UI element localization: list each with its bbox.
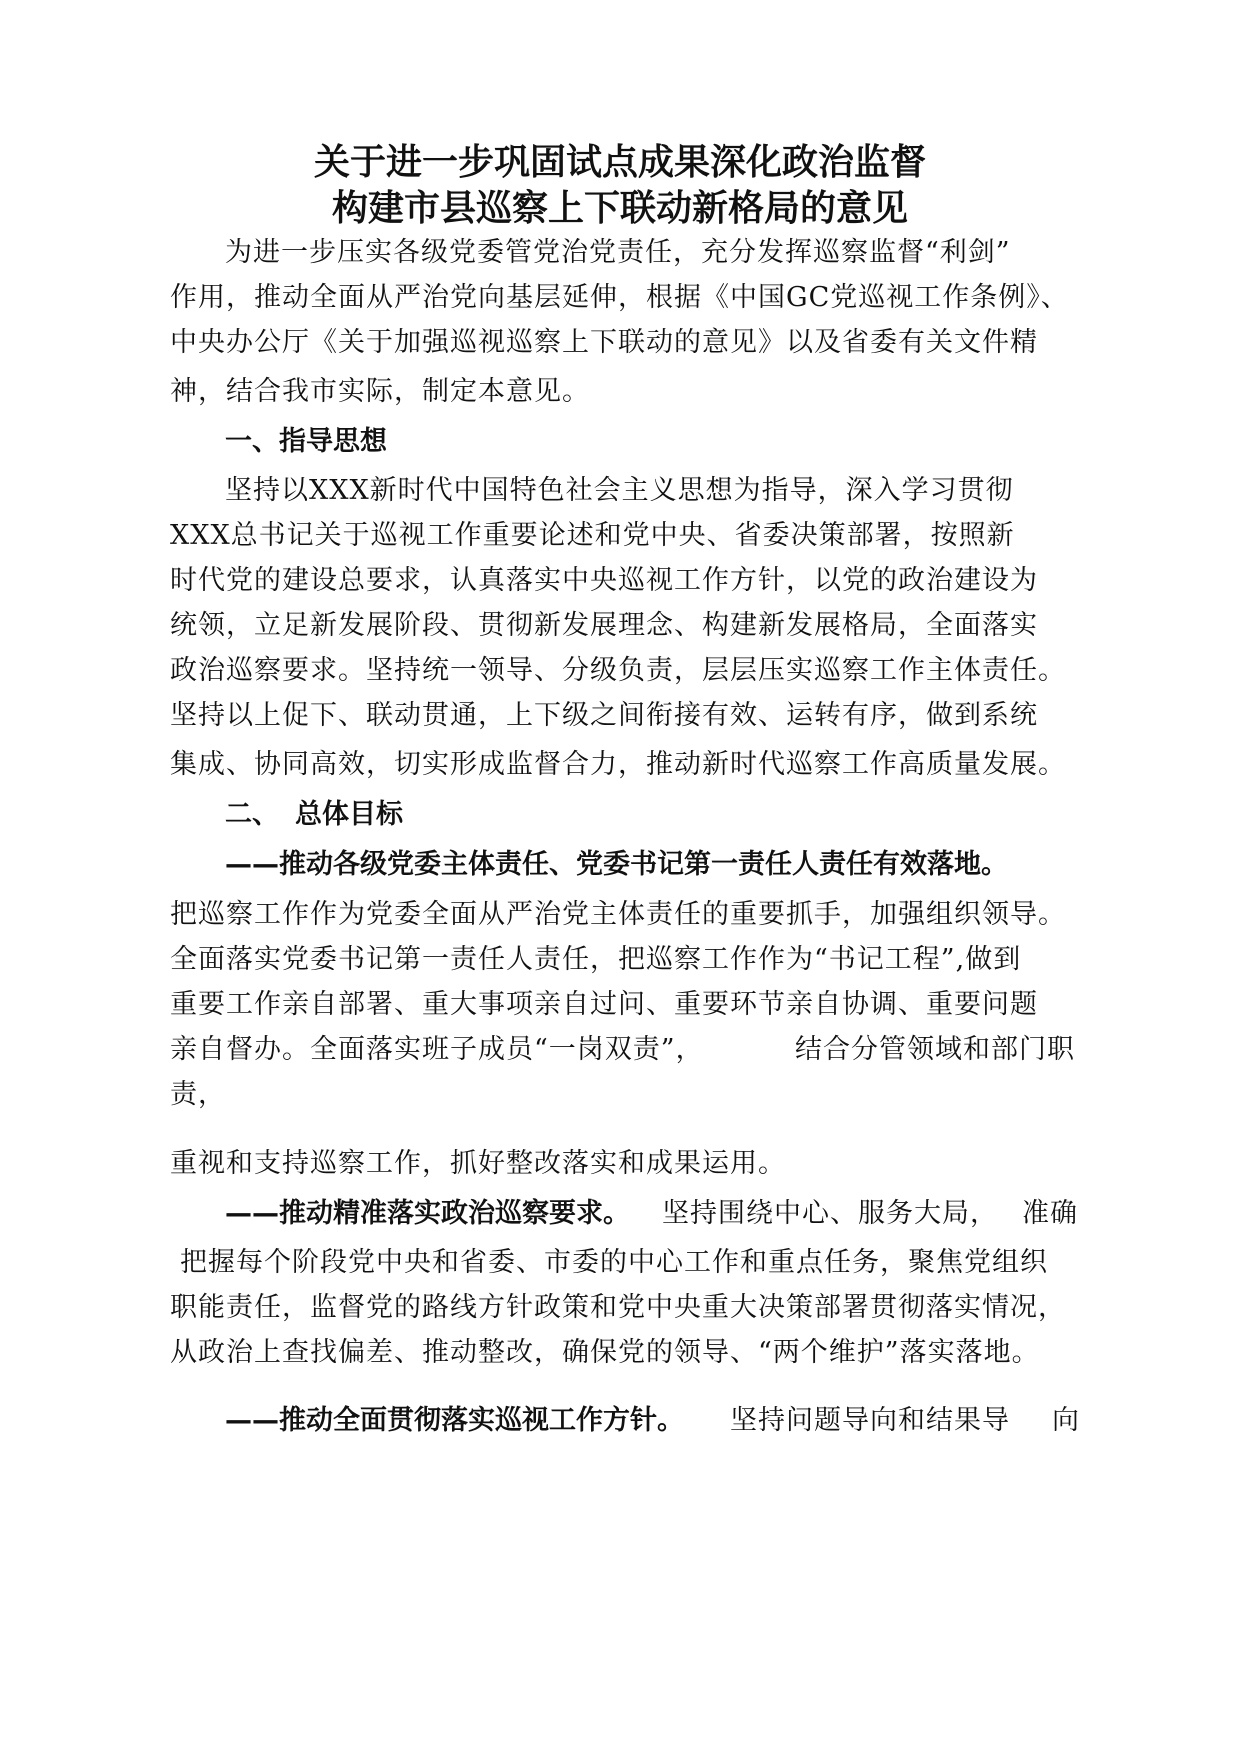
intro-line-3: 中央办公厅《关于加强巡视巡察上下联动的意见》以及省委有关文件精 — [170, 327, 1038, 358]
intro-line-4: 神，结合我市实际，制定本意见。 — [170, 376, 590, 407]
goal-1-line-6: 重视和支持巡察工作，抓好整改落实和成果运用。 — [170, 1148, 786, 1179]
goal-2-line-2: 职能责任，监督党的路线方针政策和党中央重大决策部署贯彻落实情况， — [170, 1292, 1066, 1323]
goal-3-inline-b: 向 — [1052, 1405, 1080, 1436]
document-title-line-2: 构建市县巡察上下联动新格局的意见 — [331, 188, 908, 229]
goal-1-heading: ——推动各级党委主体责任、党委书记第一责任人责任有效落地。 — [225, 849, 1008, 880]
goal-1-line-3: 重要工作亲自部署、重大事项亲自过问、重要环节亲自协调、重要问题 — [170, 989, 1038, 1020]
section-1-heading: 一、指导思想 — [225, 426, 387, 457]
goal-2-line-1: 把握每个阶段党中央和省委、市委的中心工作和重点任务，聚焦党组织 — [180, 1247, 1048, 1278]
goal-2-line-3: 从政治上查找偏差、推动整改，确保党的领导、“两个维护”落实落地。 — [170, 1337, 1040, 1368]
goal-2-heading: ——推动精准落实政治巡察要求。 — [225, 1198, 630, 1229]
document-title-line-1: 关于进一步巩固试点成果深化政治监督 — [313, 142, 926, 183]
goal-1-line-5: 责， — [170, 1079, 226, 1110]
goal-2-inline-a: 坚持围绕中心、服务大局， — [662, 1198, 998, 1229]
section-1-line-4: 统领，立足新发展阶段、贯彻新发展理念、构建新发展格局，全面落实 — [170, 610, 1038, 641]
goal-1-line-4a: 亲自督办。全面落实班子成员“一岗双责”， — [170, 1034, 704, 1065]
intro-line-1: 为进一步压实各级党委管党治党责任，充分发挥巡察监督“利剑” — [225, 237, 1011, 268]
section-2-heading-text: 总体目标 — [295, 799, 403, 830]
section-1-line-5: 政治巡察要求。坚持统一领导、分级负责，层层压实巡察工作主体责任。 — [170, 655, 1066, 686]
section-1-line-1: 坚持以XXX新时代中国特色社会主义思想为指导，深入学习贯彻 — [225, 475, 1014, 506]
goal-3-inline-a: 坚持问题导向和结果导 — [730, 1405, 1010, 1436]
intro-line-2: 作用，推动全面从严治党向基层延伸，根据《中国GC党巡视工作条例》、 — [170, 282, 1069, 313]
section-1-line-6: 坚持以上促下、联动贯通，上下级之间衔接有效、运转有序，做到系统 — [170, 700, 1038, 731]
goal-1-line-4b: 结合分管领域和部门职 — [795, 1034, 1075, 1065]
section-1-line-7: 集成、协同高效，切实形成监督合力，推动新时代巡察工作高质量发展。 — [170, 749, 1066, 780]
section-1-line-3: 时代党的建设总要求，认真落实中央巡视工作方针，以党的政治建设为 — [170, 565, 1038, 596]
section-1-line-2: XXX总书记关于巡视工作重要论述和党中央、省委决策部署，按照新 — [170, 520, 1015, 551]
section-2-heading-number: 二、 — [225, 799, 279, 830]
goal-1-line-1: 把巡察工作作为党委全面从严治党主体责任的重要抓手，加强组织领导。 — [170, 899, 1066, 930]
goal-1-line-2: 全面落实党委书记第一责任人责任，把巡察工作作为“书记工程”,做到 — [170, 944, 1022, 975]
goal-2-inline-b: 准确 — [1022, 1198, 1078, 1229]
goal-3-heading: ——推动全面贯彻落实巡视工作方针。 — [225, 1405, 684, 1436]
